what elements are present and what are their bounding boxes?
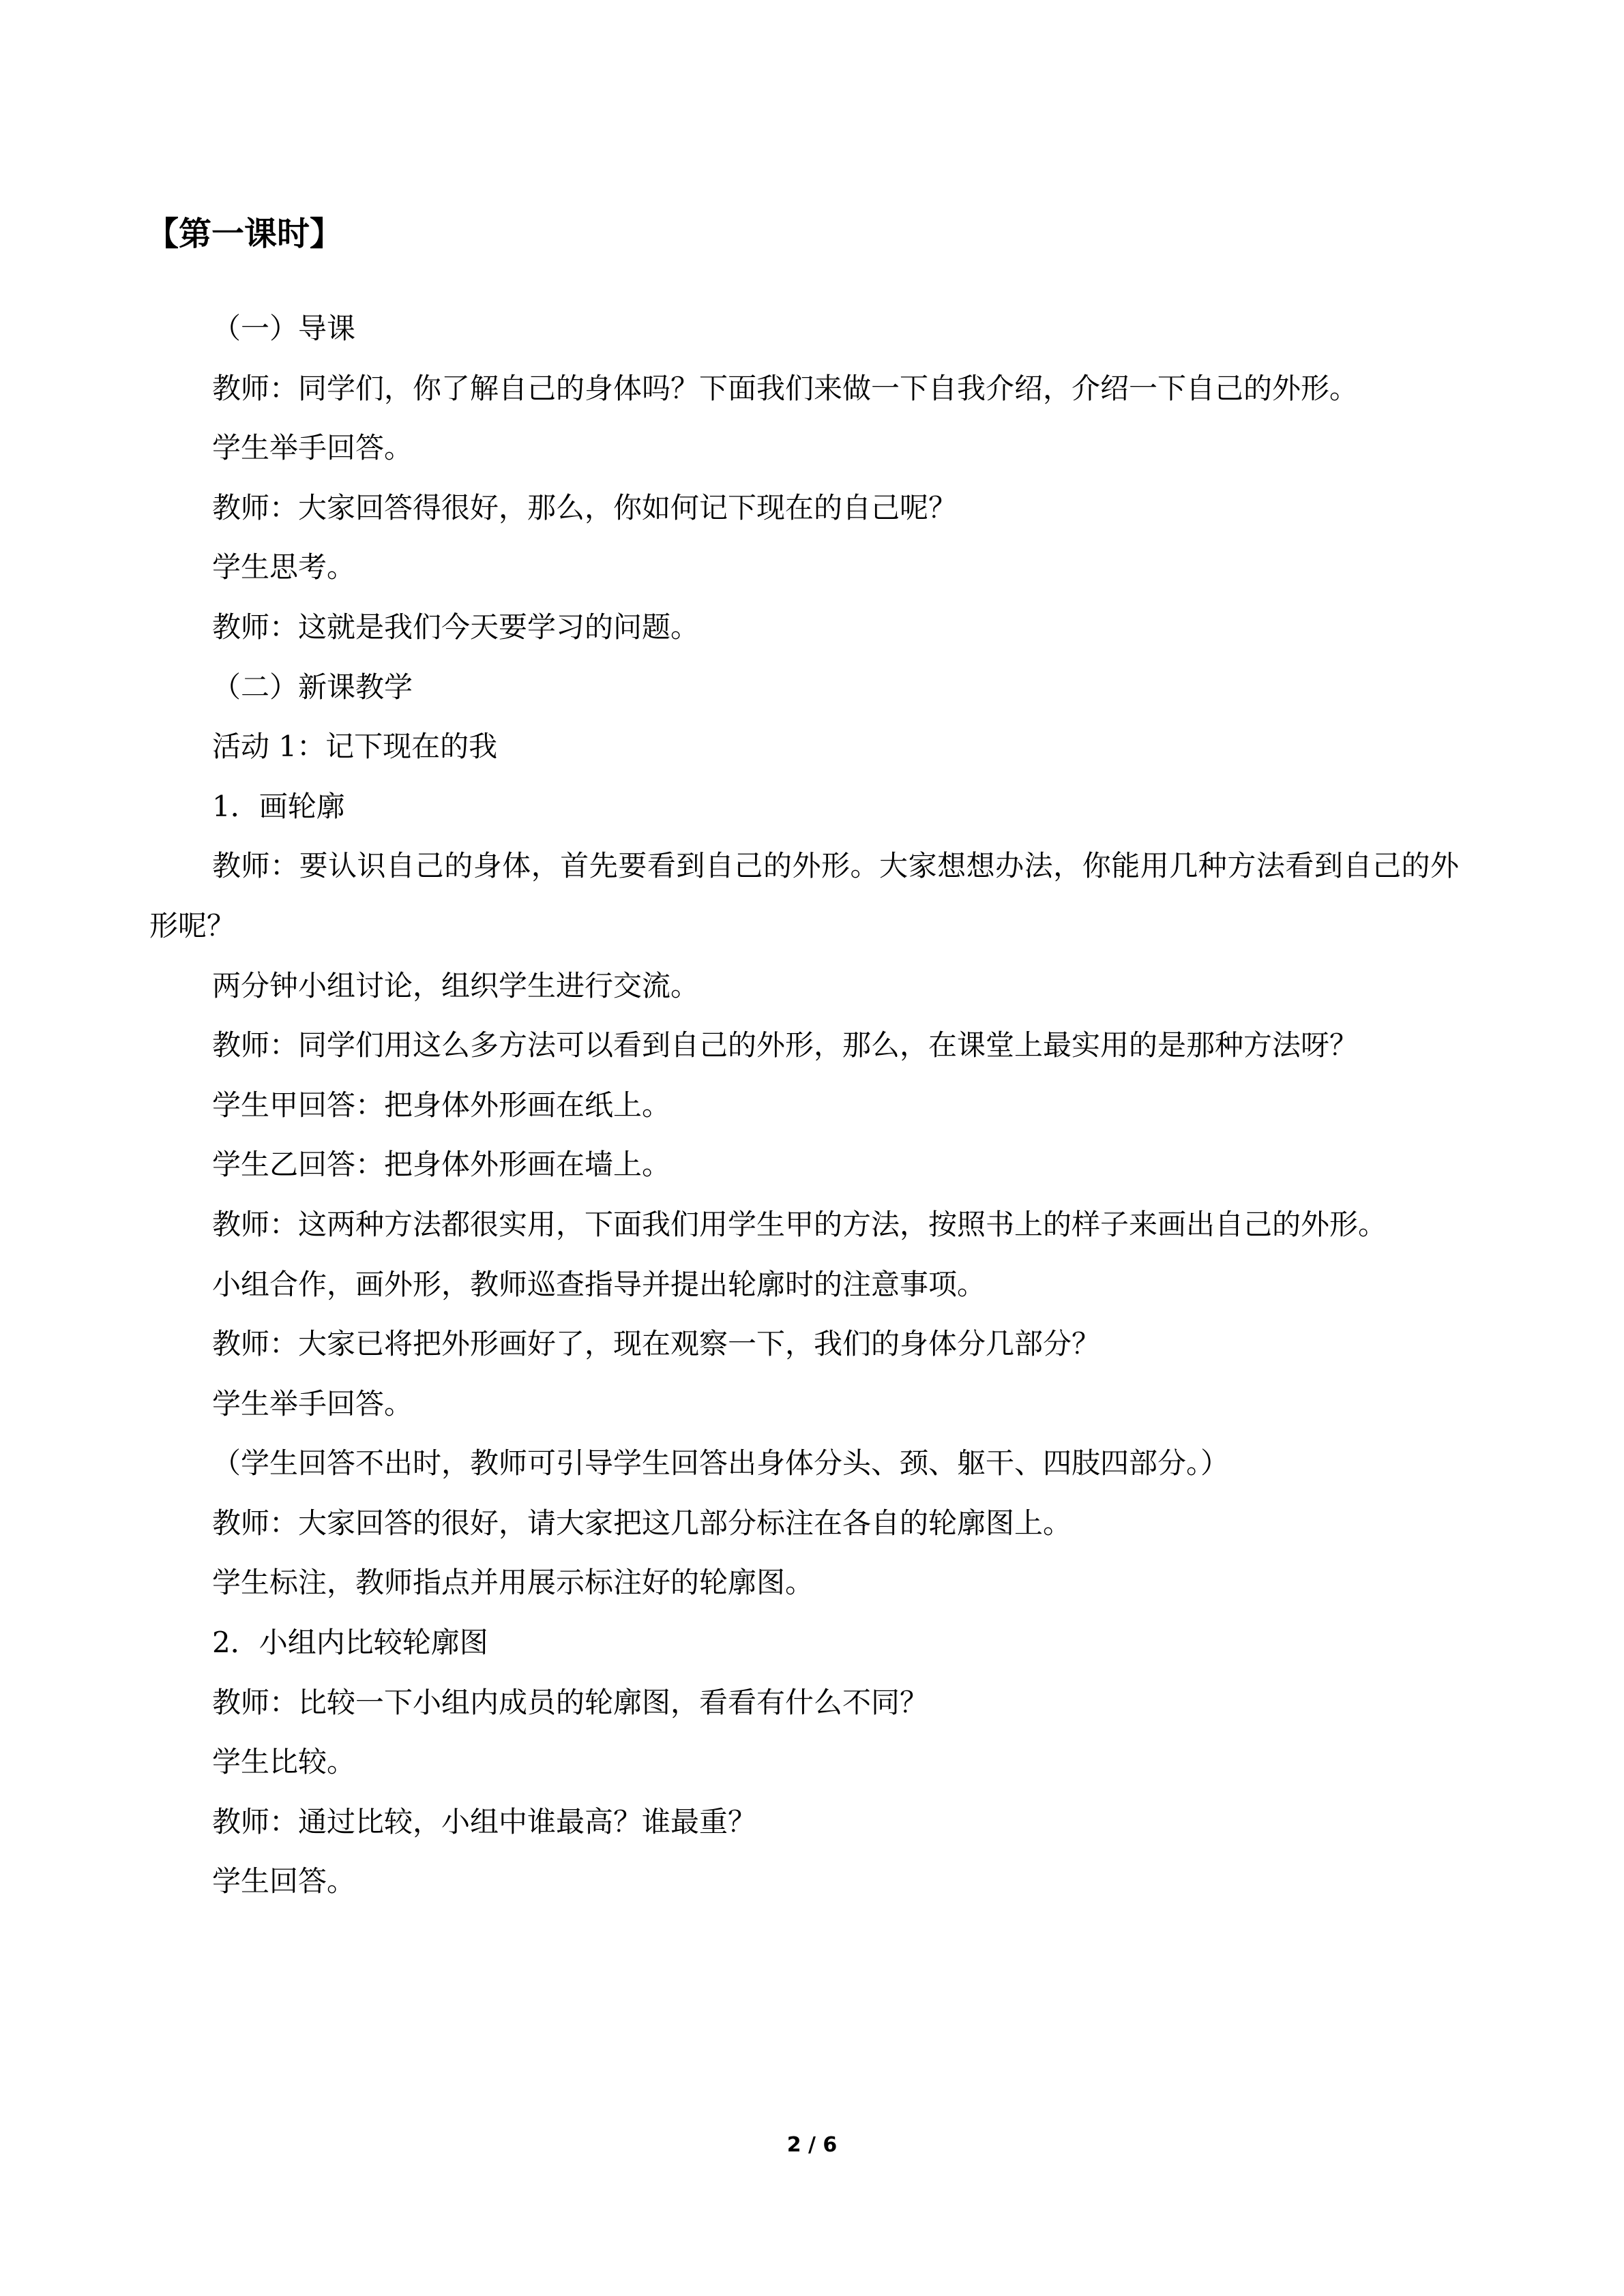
paragraph: （一）导课	[212, 312, 356, 345]
section-heading: 【第一课时】	[146, 215, 343, 253]
paragraph: （学生回答不出时，教师可引导学生回答出身体分头、颈、躯干、四肢四部分。）	[212, 1446, 1230, 1480]
paragraph: 两分钟小组讨论，组织学生进行交流。	[212, 968, 700, 1002]
paragraph: 教师：要认识自己的身体，首先要看到自己的外形。大家想想办法，你能用几种方法看到自己的外形呢？	[149, 849, 1459, 942]
document-body	[149, 299, 1459, 1911]
paragraph: 学生甲回答：把身体外形画在纸上。	[212, 1088, 671, 1122]
paragraph: 学生举手回答。	[212, 1386, 413, 1420]
paragraph: 2．小组内比较轮廓图	[212, 1626, 488, 1660]
paragraph: 1．画轮廓	[212, 789, 345, 823]
paragraph: 活动 1：记下现在的我	[212, 730, 498, 764]
paragraph: 学生回答。	[212, 1864, 356, 1898]
paragraph: 教师：这两种方法都很实用，下面我们用学生甲的方法，按照书上的样子来画出自己的外形。	[212, 1207, 1387, 1241]
paragraph: 学生比较。	[212, 1745, 356, 1779]
paragraph: 教师：大家回答的很好，请大家把这几部分标注在各自的轮廓图上。	[212, 1506, 1072, 1540]
paragraph: 学生乙回答：把身体外形画在墙上。	[212, 1148, 671, 1182]
paragraph: 学生思考。	[212, 550, 356, 584]
paragraph: 小组合作，画外形，教师巡查指导并提出轮廓时的注意事项。	[212, 1267, 986, 1301]
paragraph: 教师：大家已将把外形画好了，现在观察一下，我们的身体分几部分？	[212, 1327, 1101, 1361]
paragraph: 教师：通过比较，小组中谁最高？谁最重？	[212, 1804, 757, 1838]
paragraph: 教师：同学们用这么多方法可以看到自己的外形，那么，在课堂上最实用的是那种方法呀？	[212, 1028, 1359, 1062]
paragraph: （二）新课教学	[212, 670, 413, 704]
paragraph: 教师：这就是我们今天要学习的问题。	[212, 610, 700, 644]
paragraph: 学生举手回答。	[212, 431, 413, 465]
paragraph: 教师：同学们，你了解自己的身体吗？下面我们来做一下自我介绍，介绍一下自己的外形。	[212, 371, 1359, 405]
page-number: 2 / 6	[786, 2133, 838, 2157]
paragraph: 教师：大家回答得很好，那么，你如何记下现在的自己呢？	[212, 490, 958, 524]
paragraph: 学生标注，教师指点并用展示标注好的轮廓图。	[212, 1566, 814, 1600]
paragraph: 教师：比较一下小组内成员的轮廓图，看看有什么不同？	[212, 1685, 929, 1719]
